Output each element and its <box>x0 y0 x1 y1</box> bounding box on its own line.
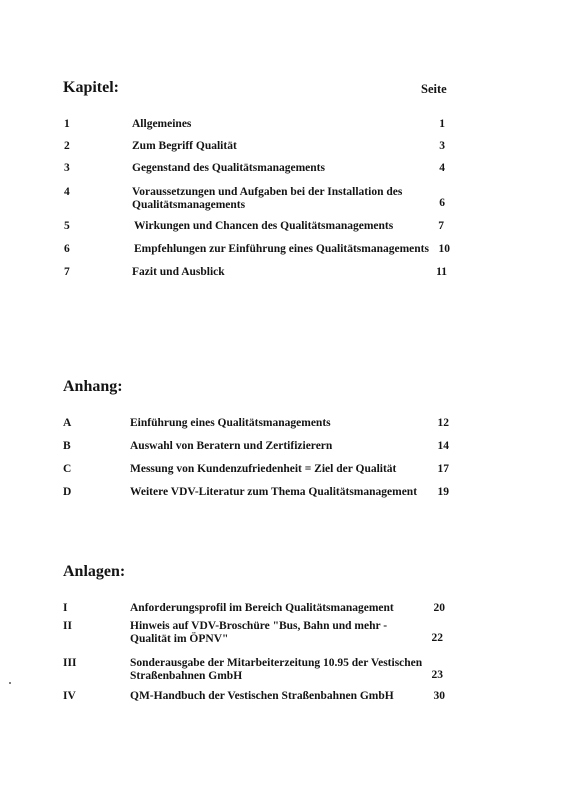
toc-page: 11 <box>436 266 447 278</box>
toc-page: 6 <box>439 197 445 209</box>
toc-page: 17 <box>437 463 449 475</box>
toc-page: 19 <box>437 486 449 498</box>
toc-page: 30 <box>433 690 445 702</box>
toc-number: 3 <box>64 162 70 174</box>
toc-title: Anforderungsprofil im Bereich Qualitätsmanagement <box>130 602 394 614</box>
toc-number: 5 <box>64 220 70 232</box>
toc-page: 4 <box>439 162 445 174</box>
toc-number: 7 <box>64 266 70 278</box>
toc-title: Empfehlungen zur Einführung eines Qualitätsmanagements <box>134 243 429 255</box>
toc-title: Zum Begriff Qualität <box>132 140 237 152</box>
toc-title: Weitere VDV-Literatur zum Thema Qualitätsmanagement <box>130 486 418 498</box>
toc-page: 10 <box>438 243 450 255</box>
toc-title: Sonderausgabe der Mitarbeiterzeitung 10.95 der Vestischen Straßenbahnen GmbH <box>130 657 423 682</box>
anhang-heading: Anhang: <box>63 378 123 395</box>
toc-page: 12 <box>437 417 449 429</box>
toc-page: 3 <box>439 140 445 152</box>
seite-label: Seite <box>421 82 447 96</box>
toc-title: Auswahl von Beratern und Zertifizierern <box>130 440 333 452</box>
toc-number: 6 <box>64 243 70 255</box>
toc-title: Allgemeines <box>132 118 192 130</box>
toc-number: I <box>63 602 68 614</box>
toc-title: QM-Handbuch der Vestischen Straßenbahnen GmbH <box>130 690 394 702</box>
toc-number: B <box>63 440 71 452</box>
toc-title: Voraussetzungen und Aufgaben bei der Installation des Qualitätsmanagements <box>132 186 403 211</box>
toc-page: 1 <box>439 118 445 130</box>
toc-title: Fazit und Ausblick <box>132 266 225 278</box>
toc-number: 1 <box>64 118 70 130</box>
scan-speck <box>9 682 11 684</box>
kapitel-heading: Kapitel: <box>63 79 119 96</box>
toc-title: Einführung eines Qualitätsmanagements <box>130 417 331 429</box>
toc-number: II <box>63 620 72 632</box>
toc-number: 4 <box>64 186 70 198</box>
toc-number: A <box>63 417 72 429</box>
toc-number: III <box>63 657 77 669</box>
toc-title: Wirkungen und Chancen des Qualitätsmanagements <box>134 220 394 232</box>
toc-number: IV <box>63 690 76 702</box>
anlagen-heading: Anlagen: <box>63 563 126 580</box>
toc-page: 22 <box>431 632 443 644</box>
toc-title: Messung von Kundenzufriedenheit = Ziel der Qualität <box>130 463 397 475</box>
toc-number: D <box>63 486 72 498</box>
toc-page: 20 <box>433 602 445 614</box>
toc-number: C <box>63 463 72 475</box>
toc-page: 23 <box>431 669 443 681</box>
toc-title: Gegenstand des Qualitätsmanagements <box>132 162 325 174</box>
toc-number: 2 <box>64 140 70 152</box>
toc-title: Hinweis auf VDV-Broschüre "Bus, Bahn und mehr - Qualität im ÖPNV" <box>130 620 388 645</box>
toc-page: 14 <box>437 440 449 452</box>
toc-page: 7 <box>438 220 444 232</box>
